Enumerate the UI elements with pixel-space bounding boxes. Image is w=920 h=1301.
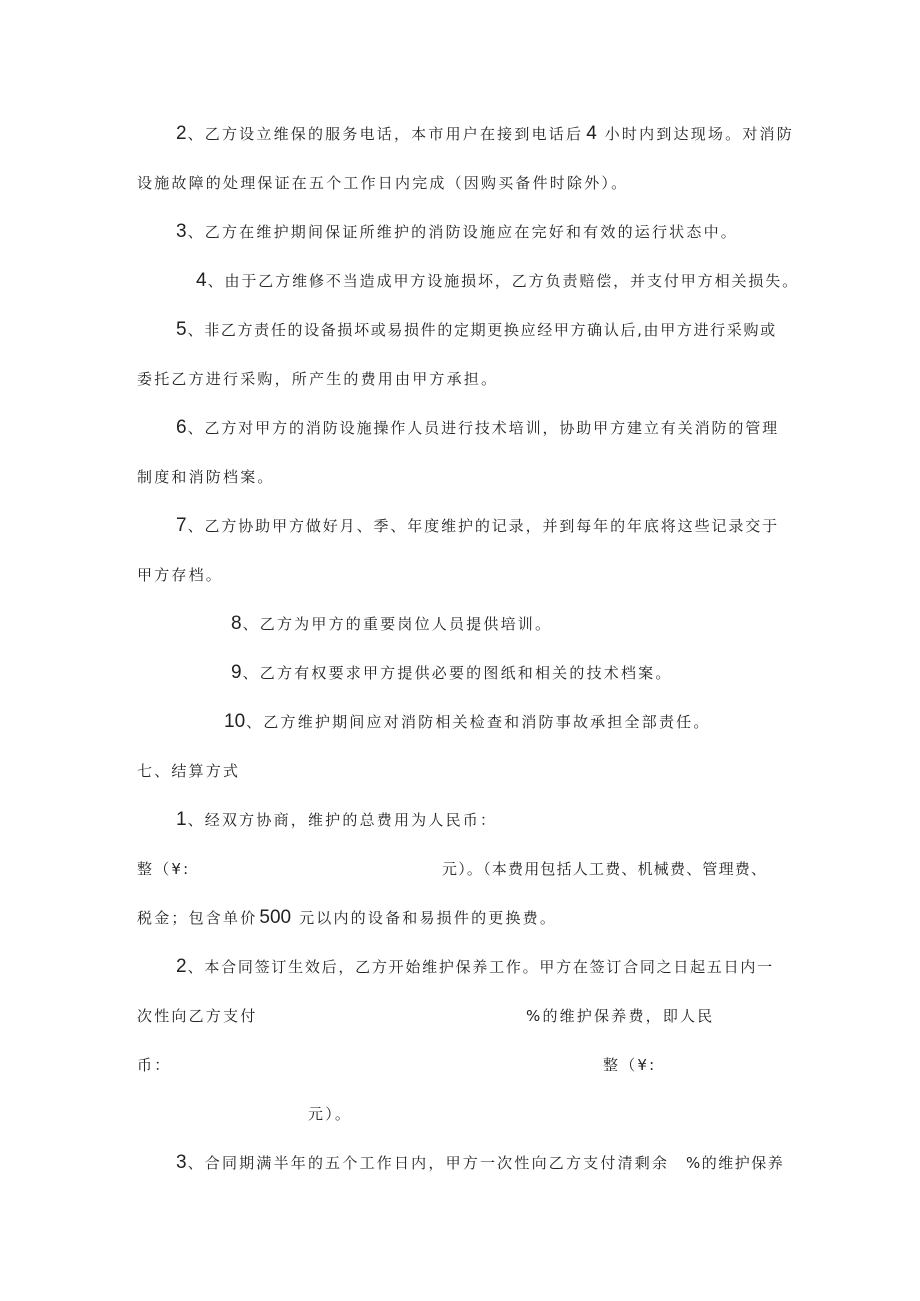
clause-6-line-2: 制度和消防档案。 <box>137 468 275 486</box>
clause-6-line-1: 6、乙方对甲方的消防设施操作人员进行技术培训，协助甲方建立有关消防的管理 <box>176 417 780 438</box>
clause-5-line-1: 5、非乙方责任的设备损坏或易损件的定期更换应经甲方确认后,由甲方进行采购或 <box>176 319 777 340</box>
payment-1-line-1: 1、经双方协商，维护的总费用为人民币： <box>176 809 498 830</box>
clause-10: 10、乙方维护期间应对消防相关检查和消防事故承担全部责任。 <box>224 711 711 732</box>
section-heading-settlement: 七、结算方式 <box>137 762 241 780</box>
payment-3-line-1-tail: %的维护保养 <box>686 1154 785 1172</box>
payment-2-line-2a: 次性向乙方支付 <box>137 1007 258 1025</box>
clause-2-line-1: 2、乙方设立维保的服务电话，本市用户在接到电话后 4 小时内到达现场。对消防 <box>176 123 794 144</box>
payment-1-line-2a: 整（¥: <box>137 860 191 878</box>
clause-8: 8、乙方为甲方的重要岗位人员提供培训。 <box>231 613 553 634</box>
clause-9: 9、乙方有权要求甲方提供必要的图纸和相关的技术档案。 <box>231 662 673 683</box>
clause-5-line-2: 委托乙方进行采购，所产生的费用由甲方承担。 <box>137 370 499 388</box>
clause-7-line-1: 7、乙方协助甲方做好月、季、年度维护的记录，并到每年的年底将这些记录交于 <box>176 515 780 536</box>
clause-4: 4、由于乙方维修不当造成甲方设施损坏，乙方负责赔偿，并支付甲方相关损失。 <box>196 270 800 291</box>
clause-3: 3、乙方在维护期间保证所维护的消防设施应在完好和有效的运行状态中。 <box>176 221 738 242</box>
clause-2-line-2: 设施故障的处理保证在五个工作日内完成（因购买备件时除外）。 <box>137 174 629 192</box>
payment-2-line-3a: 币： <box>137 1056 172 1074</box>
payment-2-line-2b: %的维护保养费，即人民 <box>526 1007 715 1025</box>
payment-1-line-3: 税金；包含单价 500 元以内的设备和易损件的更换费。 <box>137 907 558 928</box>
clause-7-line-2: 甲方存档。 <box>137 566 224 584</box>
payment-2-line-3b: 整（¥: <box>603 1056 657 1074</box>
payment-2-line-1: 2、本合同签订生效后，乙方开始维护保养工作。甲方在签订合同之日起五日内一 <box>176 956 774 977</box>
payment-1-line-2b: 元）。（本费用包括人工费、机械费、管理费、 <box>442 860 768 878</box>
payment-3-line-1: 3、合同期满半年的五个工作日内，甲方一次性向乙方支付清剩余 <box>176 1152 670 1173</box>
payment-2-line-4: 元）。 <box>308 1105 353 1123</box>
